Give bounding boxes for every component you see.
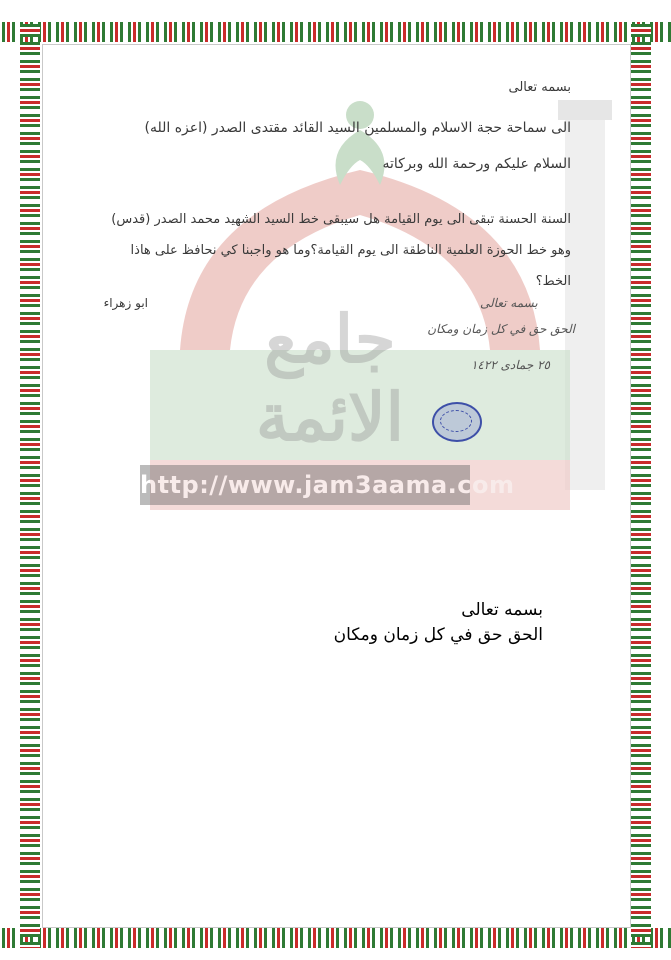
letter-greeting: السلام عليكم ورحمة الله وبركاته: [382, 156, 571, 172]
frame-bottom-border: [0, 928, 671, 948]
frame-right-border: [631, 22, 651, 948]
letter-basmala: بسمه تعالى: [508, 80, 571, 95]
answer-basmala: بسمه تعالى: [461, 600, 543, 620]
official-seal-icon: [432, 402, 482, 442]
letter-addressee: الى سماحة حجة الاسلام والمسلمين السيد القائد مقتدى الصدر (اعزه الله): [144, 120, 571, 136]
handwritten-date: ٢٥ جمادى ١٤٢٢: [470, 358, 550, 372]
answer-text: الحق حق في كل زمان ومكان: [333, 625, 543, 645]
watermark-url: http://www.jam3aama.com: [140, 465, 470, 505]
frame-top-border: [0, 22, 671, 42]
watermark-arabic-logo: جامع الائمة: [256, 300, 404, 456]
handwritten-basmala: بسمه تعالى: [480, 296, 538, 310]
letter-question: السنة الحسنة تبقى الى يوم القيامة هل سيبقى خط السيد الشهيد محمد الصدر (قدس) وهو خط الحوزة العلمية الناطقة الى يوم القيامة؟وما هو واجبنا كي نحافظ على هاذا الخط؟: [111, 212, 571, 289]
frame-left-border: [20, 22, 40, 948]
letter-signer: ابو زهراء: [103, 296, 148, 310]
handwritten-answer: الحق حق في كل زمان ومكان: [427, 322, 575, 336]
